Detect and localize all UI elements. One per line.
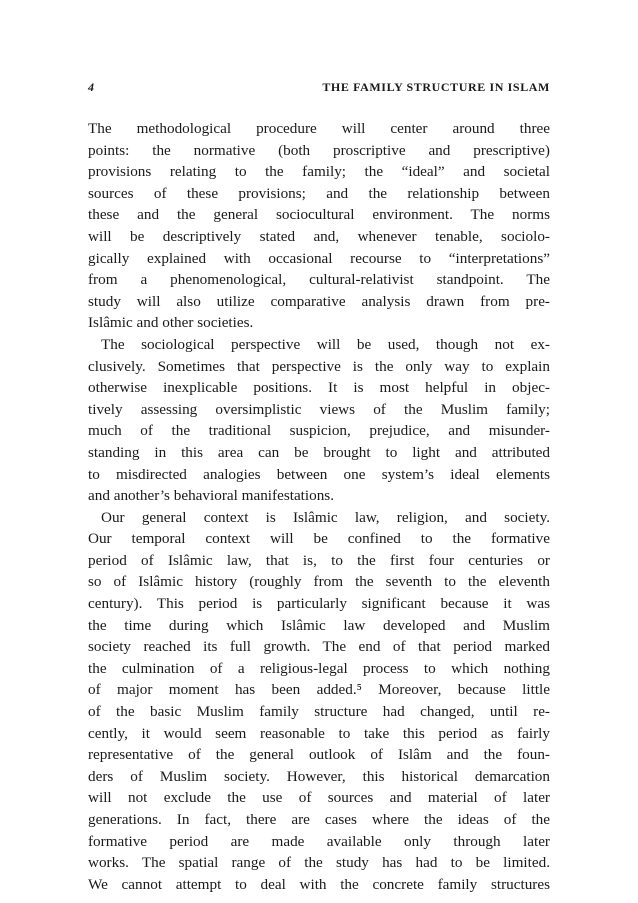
page-number: 4: [88, 80, 94, 94]
text-line: ders of Muslim society. However, this historical demarcation: [88, 767, 550, 785]
running-head: [88, 80, 550, 100]
text-line: of major moment has been added.⁵ Moreover, because little: [88, 681, 550, 699]
text-line: study will also utilize comparative analysis drawn from pre-: [88, 292, 550, 310]
text-line: points: the normative (both proscriptive and prescriptive): [88, 141, 550, 159]
text-line: century). This period is particularly significant because it was: [88, 595, 550, 613]
text-line: Our general context is Islâmic law, religion, and society.: [101, 508, 550, 526]
text-line: The sociological perspective will be used, though not ex-: [101, 335, 550, 353]
text-line: period of Islâmic law, that is, to the first four centuries or: [88, 551, 550, 569]
text-line: clusively. Sometimes that perspective is the only way to explain: [88, 357, 550, 375]
text-line: of the basic Muslim family structure had changed, until re-: [88, 703, 550, 721]
text-line: tively assessing oversimplistic views of the Muslim family;: [88, 400, 550, 418]
text-line: cently, it would seem reasonable to take this period as fairly: [88, 724, 550, 742]
text-line: provisions relating to the family; the “ideal” and societal: [88, 163, 550, 181]
text-line: from a phenomenological, cultural-relativist standpoint. The: [88, 271, 550, 289]
text-line: otherwise inexplicable positions. It is most helpful in objec-: [88, 379, 550, 397]
text-line: works. The spatial range of the study has had to be limited.: [88, 854, 550, 872]
text-line: will not exclude the use of sources and material of later: [88, 789, 550, 807]
paragraph: [88, 334, 550, 507]
text-line: generations. In fact, there are cases where the ideas of the: [88, 811, 550, 828]
text-line: Islâmic and other societies.: [88, 314, 254, 332]
text-line: will be descriptively stated and, whenever tenable, sociolo-: [88, 227, 550, 245]
body-text: [88, 118, 550, 895]
text-line: gically explained with occasional recourse to “interpretations”: [88, 249, 550, 267]
text-line: Our temporal context will be confined to the formative: [88, 530, 550, 548]
text-line: We cannot attempt to deal with the concrete family structures: [88, 875, 550, 893]
text-line: formative period are made available only through later: [88, 832, 550, 850]
text-line: the time during which Islâmic law developed and Muslim: [88, 616, 550, 634]
running-title: THE FAMILY STRUCTURE IN ISLAM: [322, 80, 550, 94]
text-line: standing in this area can be brought to light and attributed: [88, 443, 550, 461]
paragraph: [88, 118, 550, 334]
text-line: so of Islâmic history (roughly from the seventh to the eleventh: [88, 573, 550, 591]
text-line: and another’s behavioral manifestations.: [88, 487, 335, 505]
text-line: much of the traditional suspicion, prejudice, and misunder-: [88, 422, 550, 440]
text-line: The methodological procedure will center around three: [88, 120, 550, 137]
text-line: representative of the general outlook of Islâm and the foun-: [88, 746, 550, 764]
text-line: society reached its full growth. The end of that period marked: [88, 638, 550, 656]
text-line: sources of these provisions; and the relationship between: [88, 184, 550, 202]
paragraph: [88, 507, 550, 896]
text-line: these and the general sociocultural environment. The norms: [88, 206, 550, 224]
text-line: to misdirected analogies between one system’s ideal elements: [88, 465, 550, 483]
text-line: the culmination of a religious-legal process to which nothing: [88, 659, 550, 677]
